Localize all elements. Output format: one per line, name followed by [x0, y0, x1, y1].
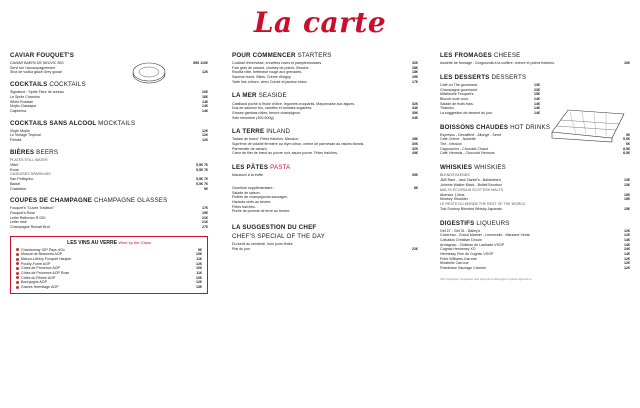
menu-item — [440, 207, 630, 212]
menu-item-name: Le Vintage Tropical — [10, 133, 41, 138]
menu-item-name: Millefeuille Fouquet's. — [440, 92, 475, 97]
menu-item-name: Monkey Shoulder — [440, 197, 468, 202]
section-sides — [232, 186, 418, 214]
menu-item-price: 34€ — [412, 106, 418, 111]
item-list — [440, 207, 630, 212]
menu-item-price: 12€ — [624, 228, 630, 233]
menu-item-price: 8,5€ — [623, 146, 630, 151]
menu-item-name: Armagnac - Château de Laubade VSOP — [440, 242, 505, 247]
menu-item-name: Felicità — [10, 138, 22, 143]
menu-item-name: Salade de fruits frais. — [440, 101, 474, 106]
menu-title: La carte — [253, 6, 387, 39]
menu-item-name: Café ou Thé gourmand. — [440, 82, 478, 87]
menu-item-price: 16€ — [202, 94, 208, 99]
menu-item-price: 10€ — [196, 266, 202, 271]
section-title: LES DESSERTS DESSERTS — [440, 73, 527, 81]
menu-item-price: 12€ — [196, 261, 202, 266]
menu-item-name: Espresso - Décaféiné - Allongé - Serré — [440, 132, 502, 137]
menu-item-price: 15€ — [624, 206, 630, 211]
section-subheading: PLATES STILL WATER — [10, 157, 48, 162]
menu-item-name: Bourgogne AOP — [16, 280, 196, 285]
menu-item-price: 12€ — [624, 256, 630, 261]
wine-box-title: LES VINS AU VERRE Wine by the Glass — [67, 239, 151, 246]
menu-item-price: 14€ — [534, 96, 540, 101]
menu-item-price: 12€ — [624, 261, 630, 266]
section-title: POUR COMMENCER STARTERS — [232, 52, 332, 59]
menu-item-name: Calvados Christian Drouin — [440, 238, 482, 243]
menu-item-name: Suprême de volaille fermière au thym citron, crème de parmesan au raisins blonds. — [232, 142, 365, 147]
section-title: COCKTAILS SANS ALCOOL MOCKTAILS — [10, 119, 136, 127]
menu-item-price: 14€ — [624, 238, 630, 243]
menu-item-price: 12€ — [196, 280, 202, 285]
item-list — [232, 242, 418, 251]
menu-item-price: 16€ — [624, 61, 630, 66]
menu-item-name: Dos de saumon bio, carottes et tomates sugarées. — [232, 106, 313, 111]
menu-item-name: Garniture supplémentaire : — [232, 185, 275, 190]
menu-item-name: J&B Rare - Jack Daniel's - Ballantine's — [440, 178, 502, 183]
menu-item-price: 5,5€ 7€ — [196, 181, 208, 186]
menu-item-price: 5,5€ 7€ — [196, 162, 208, 167]
menu-item-price: 12€ — [624, 266, 630, 271]
wine-color-dot-icon — [16, 253, 19, 256]
section-title: LA MER SEASIDE — [232, 92, 287, 100]
menu-item-name: Assiette de fromage : Gorgonzola à la cuillère, chèvre et poires fraîches. — [440, 61, 556, 66]
menu-item-price: 5,5€ 7€ — [196, 177, 208, 182]
menu-item-name: Leller rosé — [10, 220, 27, 225]
menu-item-price: 27€ — [202, 225, 208, 230]
menu-item-price: 13€ — [624, 182, 630, 187]
menu-item-name: Parmentier de canard. — [232, 146, 268, 151]
menu-item-price: 10€ — [196, 252, 202, 257]
menu-item-price: 12€ — [202, 70, 208, 75]
section-champagne — [10, 197, 208, 229]
menu-item-price: 9€ — [198, 247, 202, 252]
section-title: DIGESTIFS LIQUEURS — [440, 219, 510, 227]
menu-item-name: Chardonnay IGP Pays d'Oc — [16, 248, 198, 253]
menu-item — [232, 173, 418, 178]
section-cheese — [440, 52, 630, 66]
menu-item-price: 32€ — [412, 101, 418, 106]
menu-item-price: 21€ — [202, 215, 208, 220]
menu-item-price: 15€ — [624, 192, 630, 197]
menu-item-name: Fouquet's "Cuvée Tradition" — [10, 206, 55, 211]
menu-item-name: Cappuccino - Chocolat Chaud — [440, 146, 488, 151]
menu-item-price: 28€ — [412, 65, 418, 70]
menu-item-price: 29€ — [412, 75, 418, 80]
menu-item-name: Le Spritz Chandon — [10, 94, 40, 99]
section-pasta — [232, 164, 418, 178]
menu-item-price: 13€ — [196, 285, 202, 290]
menu-item-name: Cocktail d'écrevisse, crevettes roses et pamplemousses. — [232, 61, 323, 66]
menu-item-price: 35€ — [412, 173, 418, 178]
menu-item-name: Du lundi au vendredi, hors jours fériés — [232, 242, 293, 247]
menu-item — [232, 151, 418, 156]
menu-item-price: 14€ — [202, 108, 208, 113]
section-inland — [232, 128, 418, 156]
item-list — [10, 129, 208, 143]
menu-item-name: Saumon fumé. Blinis. Crème d'Isigny. — [232, 75, 292, 80]
menu-item-name: Purée de pomme de terre au beurre. — [232, 209, 291, 214]
menu-item-name: Framboise Sauvage Carrone — [440, 266, 487, 271]
menu-item-price: 14€ — [534, 101, 540, 106]
menu-item-name: Côtes de Provence AOP Rosé — [16, 271, 196, 276]
menu-item-price: 12€ — [202, 133, 208, 138]
section-subheading: GAZEUSES SPARKLING — [10, 172, 51, 177]
section-subheading: LE RESTE DU MONDE THE REST OF THE WORLD — [440, 201, 526, 206]
menu-item-price: 10€ — [196, 275, 202, 280]
menu-item-name: Macaroni à la truffe. — [232, 173, 264, 178]
menu-item — [440, 111, 540, 116]
menu-item-name: Virgin Mojito — [10, 128, 30, 133]
menu-item-name: Mâcon-Uchizy Fouquet Hautpin — [16, 257, 196, 262]
menu-item — [440, 266, 630, 271]
item-list — [232, 173, 418, 178]
item-list — [440, 193, 630, 202]
menu-item-price: 14€ — [624, 242, 630, 247]
menu-item-price: 14€ — [202, 104, 208, 109]
menu-item-name: Evian — [10, 167, 19, 172]
menu-item-name: CAVIAR BAERII DE NEUVIC BIO — [10, 61, 64, 66]
column-left — [10, 52, 208, 402]
menu-item-name: Badoit — [10, 181, 21, 186]
menu-item — [440, 151, 630, 156]
menu-item-price: 17€ — [412, 79, 418, 84]
section-title: WHISKIES WHISKIES — [440, 164, 506, 172]
menu-item-name: Poêlée de champignons sauvages. — [232, 195, 288, 200]
menu-item — [10, 225, 208, 230]
menu-item-price: 16€ — [202, 90, 208, 95]
section-title: COCKTAILS COCKTAILS — [10, 81, 86, 89]
menu-item — [440, 183, 630, 188]
menu-item — [10, 109, 208, 114]
menu-item-name: Foie gras de canard, chutney de poires. Brioche. — [232, 65, 310, 70]
menu-item-price: 6€ — [626, 142, 630, 147]
menu-item-price: 15€ — [624, 197, 630, 202]
legend-footer: Plat Végétarien Vegetarian dish Agriculture Biologique Organic agriculture — [440, 276, 532, 281]
menu-item-price: 12€ — [624, 233, 630, 238]
menu-item-name: Thé - Infusion — [440, 142, 462, 147]
menu-item-price: 28€ — [412, 137, 418, 142]
menu-item-name: Côtes du Rhône AOP — [16, 276, 196, 281]
menu-item-name: Toki Suntory Blended Whisky Japonais — [440, 206, 502, 211]
section-starters — [232, 52, 418, 84]
menu-item-name: Champagne Ruinart Brut — [10, 225, 50, 230]
menu-item-name: La suggestion de dessert du jour. — [440, 110, 493, 115]
menu-item-price: 85€ 110€ — [193, 61, 208, 66]
menu-item-name: Cœur de filet de bœuf au poivre noir, sauce poivre. Frites fraîches. — [232, 151, 338, 156]
menu-item-price: 11€ — [196, 271, 202, 276]
item-list — [440, 229, 630, 271]
menu-item-price: 9€ — [204, 186, 208, 191]
menu-item-price: 15€ — [534, 92, 540, 97]
menu-item-name: Caipirinha — [10, 108, 27, 113]
menu-item-name: Signature : Spritz Fleur de sureau — [10, 90, 64, 95]
menu-item-price: 14€ — [534, 110, 540, 115]
menu-item — [440, 61, 630, 66]
menu-item-name: Servi sur l'accompagnement — [10, 65, 56, 70]
menu-item-name: Haricots verts au beurre. — [232, 199, 272, 204]
menu-item-price: 14€ — [624, 252, 630, 257]
menu-item-name: Cabillaud poché à l'huile d'olive, légumes croquants. Mayonnaise aux algues. — [232, 101, 356, 106]
menu-item-price: 49€ — [412, 151, 418, 156]
section-beer — [10, 149, 208, 191]
item-list — [10, 163, 208, 172]
menu-item-name: San Pellegrino — [10, 177, 34, 182]
wine-color-dot-icon — [16, 276, 19, 279]
menu-item-price: 30€ — [412, 142, 418, 147]
menu-item-name: Hennessy Fine de Cognac VSOP — [440, 252, 494, 257]
wine-color-dot-icon — [16, 286, 19, 289]
menu-item-price: 64€ — [412, 115, 418, 120]
menu-item-price: 11€ — [196, 257, 202, 262]
menu-item-name: Johnnie Walker Black - Bulleit Bourbon — [440, 182, 502, 187]
menu-item-name: Café Viennois - Chocolat Viennois — [440, 151, 495, 156]
menu-item — [232, 209, 418, 214]
section-subtitle: CHEF'S SPECIAL OF THE DAY — [232, 233, 326, 241]
wine-color-dot-icon — [16, 262, 19, 265]
menu-item-name: Graves Hermitage AOP — [16, 285, 196, 290]
menu-item-price: 13€ — [534, 82, 540, 87]
column-middle — [232, 52, 418, 402]
menu-item-name: Vittel — [10, 162, 18, 167]
menu-item-price: 23€ — [534, 87, 540, 92]
menu-item-name: Muscat de Beaumes AOP — [16, 252, 196, 257]
menu-item-name: Grosse gambas rôties, beurre champignon. — [232, 110, 302, 115]
menu-item-name: Mojito Classique — [10, 104, 37, 109]
menu-item-price: 17€ — [202, 206, 208, 211]
menu-item-name: Frites fraîches. — [232, 204, 256, 209]
item-list — [440, 61, 630, 66]
menu-item-name: Fouquet's Rosé — [10, 211, 36, 216]
section-title: LES FROMAGES CHEESE — [440, 52, 521, 59]
menu-item-name: Cointreau - Grand Marnier - Limoncello - Marzane Verde — [440, 233, 530, 238]
menu-item — [232, 80, 418, 85]
item-list — [10, 206, 208, 229]
menu-item — [10, 138, 208, 143]
menu-item-name: Chateldon — [10, 186, 27, 191]
section-mocktails — [10, 120, 208, 143]
menu-item-name: Tiramisu. — [440, 106, 455, 111]
menu-item-price: 14€ — [534, 106, 540, 111]
section-cocktails — [10, 81, 208, 113]
item-list — [440, 83, 540, 116]
section-caviar — [10, 52, 208, 75]
section-title: BIÈRES BEERS — [10, 148, 59, 156]
menu-item-name: Sole meunière (400-500g) — [232, 115, 274, 120]
menu-item-price: 12€ — [202, 128, 208, 133]
menu-item-price: 12€ — [202, 138, 208, 143]
menu-item-price: 32€ — [412, 146, 418, 151]
menu-item-price: 19€ — [202, 211, 208, 216]
menu-item-price: 21€ — [202, 220, 208, 225]
menu-item-name: Pouilly-Fumé AOP — [16, 262, 196, 267]
section-seaside — [232, 92, 418, 120]
menu-item-price: 32€ — [412, 61, 418, 66]
menu-item-name: Côtes de Provence AOP — [16, 266, 196, 271]
menu-item — [16, 285, 202, 290]
item-list — [232, 102, 418, 121]
menu-item-name: Salade de saison. — [232, 190, 261, 195]
menu-item-name: Tartare de boeuf. Frites fraîches. Mesclun. — [232, 137, 300, 142]
menu-item — [10, 70, 208, 75]
wine-color-dot-icon — [16, 281, 19, 284]
menu-item-name: Plat du jour — [232, 246, 251, 251]
menu-item-price: 5,5€ — [623, 137, 630, 142]
menu-item-price: 24€ — [624, 247, 630, 252]
item-list — [16, 248, 202, 290]
section-title: LES PÂTES PASTA — [232, 164, 291, 172]
menu-item-name: Poire Williams Carrone — [440, 256, 477, 261]
section-subheading: BLENDS BLENDS — [440, 173, 470, 178]
menu-item-name: Tarte fine chèvre, vieux Comté et jambon blanc. — [232, 79, 308, 84]
section-whiskies — [440, 164, 630, 211]
section-title: COUPES DE CHAMPAGNE CHAMPAGNE GLASSES — [10, 197, 168, 205]
item-list — [10, 177, 208, 191]
menu-item — [232, 116, 418, 121]
item-list — [440, 178, 630, 187]
wine-color-dot-icon — [16, 248, 19, 251]
section-title: LA TERRE INLAND — [232, 128, 291, 136]
caviar-tin-illustration — [130, 58, 168, 86]
menu-item-price: 39€ — [412, 110, 418, 115]
menu-item-name: Get 27 - Get 31 - Bailey's — [440, 228, 481, 233]
menu-item-name: Leller Reflexion R.020 — [10, 215, 46, 220]
item-list — [232, 61, 418, 84]
section-title: CAVIAR FOUQUET'S — [10, 52, 75, 59]
menu-item-price: 18€ — [412, 70, 418, 75]
menu-item — [10, 187, 208, 192]
menu-item-name: Café Crème - Noisette — [440, 137, 476, 142]
section-chef — [232, 224, 418, 252]
wine-box — [10, 236, 208, 294]
wine-color-dot-icon — [16, 258, 19, 261]
menu-item-name: Shot de vodka glacé Grey goose — [10, 70, 63, 75]
menu-item-price: 14€ — [202, 99, 208, 104]
wine-color-dot-icon — [16, 267, 19, 270]
menu-item — [232, 247, 418, 252]
menu-item-name: Biscuit roulé coco. — [440, 96, 470, 101]
section-subheading: MALTS ÉCOSSAIS SCOTTISH MALTS — [440, 187, 503, 192]
menu-item-name: Mirabelle Carrone — [440, 261, 469, 266]
menu-item-name: Aberlour 12ans — [440, 192, 465, 197]
menu-item-price: 5,5€ 7€ — [196, 167, 208, 172]
item-list — [10, 90, 208, 113]
menu-item-price: 5€ — [626, 132, 630, 137]
section-title: BOISSONS CHAUDES HOT DRINKS — [440, 123, 551, 131]
menu-item-price: 8,5€ — [623, 151, 630, 156]
section-title: LA SUGGESTION DU CHEF — [232, 223, 317, 231]
millefeuille-illustration — [548, 104, 628, 144]
item-list — [10, 61, 208, 75]
menu-item-price: 13€ — [624, 178, 630, 183]
item-list — [232, 186, 418, 214]
item-list — [232, 137, 418, 156]
wine-color-dot-icon — [16, 272, 19, 275]
menu-item-name: Cognac Hennessy XO — [440, 247, 476, 252]
menu-item-name: Ricotta rôtie, betterave rouge aux grenades. — [232, 70, 303, 75]
menu-item-name: Champagne gourmand. — [440, 87, 478, 92]
menu-item-name: White Russian — [10, 99, 34, 104]
menu-item-price: 8€ — [414, 185, 418, 190]
menu-item-price: 22€ — [412, 246, 418, 251]
section-digestifs — [440, 220, 630, 271]
